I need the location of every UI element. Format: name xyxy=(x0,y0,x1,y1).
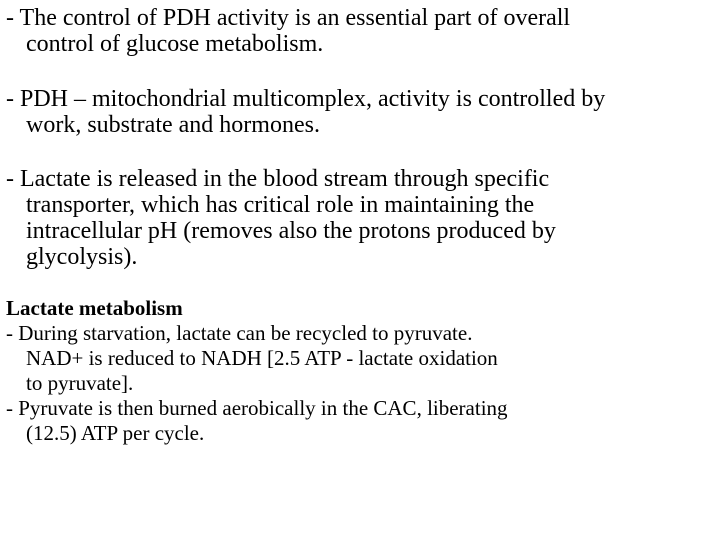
bullet-pdh-multicomplex xyxy=(6,86,712,138)
bullet-line: control of glucose metabolism. xyxy=(26,31,324,57)
section-heading: Lactate metabolism xyxy=(6,296,183,320)
bullet-line: - PDH – mitochondrial multicomplex, activity is controlled by xyxy=(6,86,606,112)
section-line: (12.5) ATP per cycle. xyxy=(26,421,205,445)
section-line: NAD+ is reduced to NADH [2.5 ATP - lactate oxidation xyxy=(26,346,498,370)
bullet-line: - Lactate is released in the blood stream through specific xyxy=(6,166,550,192)
bullet-line: intracellular pH (removes also the protons produced by xyxy=(26,218,556,244)
bullet-line: work, substrate and hormones. xyxy=(26,112,320,138)
section-line: - Pyruvate is then burned aerobically in the CAC, liberating xyxy=(6,396,508,420)
bullet-pdh-control xyxy=(6,5,712,57)
bullet-line: - The control of PDH activity is an essential part of overall xyxy=(6,5,571,31)
lactate-metabolism-section xyxy=(6,296,712,446)
section-line: - During starvation, lactate can be recycled to pyruvate. xyxy=(6,321,473,345)
bullet-line: transporter, which has critical role in maintaining the xyxy=(26,192,535,218)
section-line: to pyruvate]. xyxy=(26,371,134,395)
bullet-lactate-release xyxy=(6,166,712,270)
bullet-line: glycolysis). xyxy=(26,244,138,270)
